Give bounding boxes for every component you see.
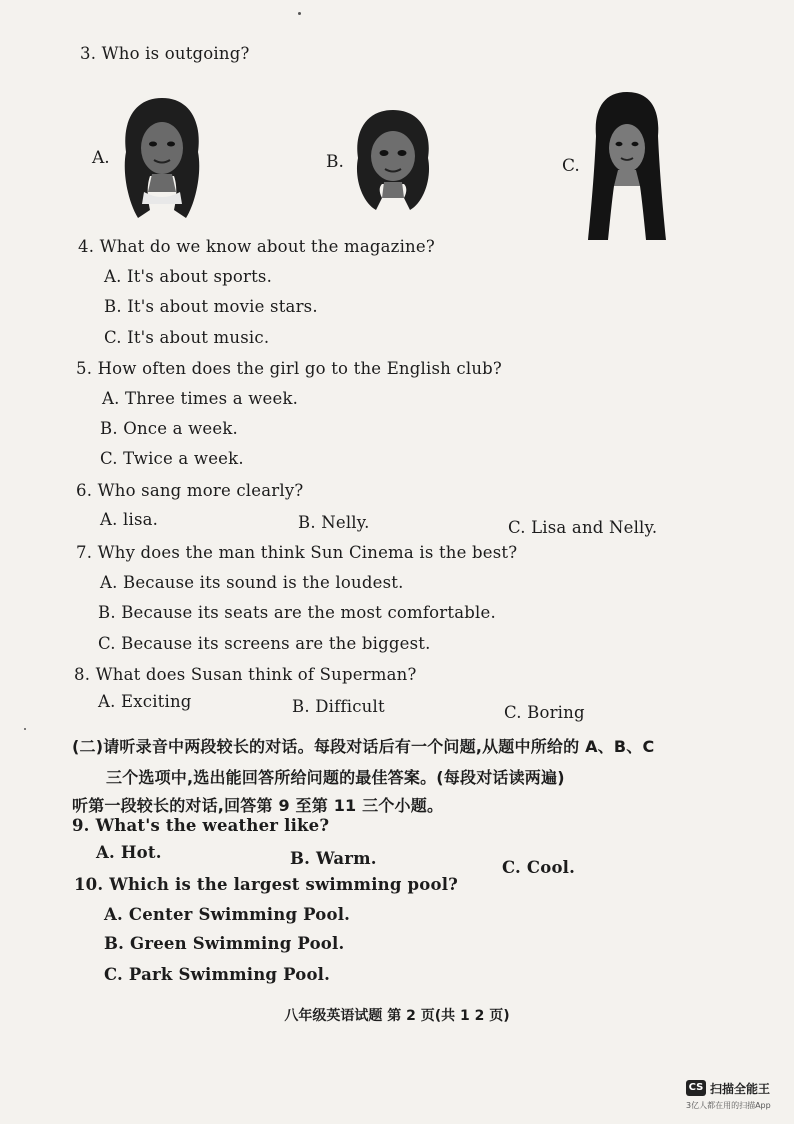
scan-speck xyxy=(24,728,26,730)
q8-stem: 8. What does Susan think of Superman? xyxy=(74,665,417,684)
q9-stem: 9. What's the weather like? xyxy=(72,816,330,835)
q3-option-b-label: B. xyxy=(326,152,344,172)
q5-option-a: A. Three times a week. xyxy=(102,389,299,408)
q7-option-a: A. Because its sound is the loudest. xyxy=(100,573,404,592)
watermark-app-name: 扫描全能王 xyxy=(710,1082,771,1096)
girl-curly-hair-portrait-b xyxy=(350,106,436,214)
q3-stem: 3. Who is outgoing? xyxy=(80,44,250,63)
section2-instruction-line3: 听第一段较长的对话,回答第 9 至第 11 三个小题。 xyxy=(72,796,444,815)
q8-option-a: A. Exciting xyxy=(98,692,192,711)
q10-stem: 10. Which is the largest swimming pool? xyxy=(74,875,459,894)
q8-option-b: B. Difficult xyxy=(292,697,385,716)
q10-option-c: C. Park Swimming Pool. xyxy=(104,965,331,984)
girl-curly-hair-portrait-a xyxy=(116,92,208,222)
q7-option-b: B. Because its seats are the most comfortable. xyxy=(98,603,496,622)
q5-stem: 5. How often does the girl go to the English club? xyxy=(76,359,502,378)
q6-option-a: A. lisa. xyxy=(100,510,159,529)
q10-option-a: A. Center Swimming Pool. xyxy=(104,905,351,924)
q8-option-c: C. Boring xyxy=(504,703,585,722)
q9-option-c: C. Cool. xyxy=(502,858,576,877)
q7-stem: 7. Why does the man think Sun Cinema is the best? xyxy=(76,543,518,562)
camscanner-logo-icon: CS xyxy=(686,1080,706,1096)
girl-straight-hair-portrait-c xyxy=(584,90,670,242)
q5-option-c: C. Twice a week. xyxy=(100,449,244,468)
section2-instruction-line2: 三个选项中,选出能回答所给问题的最佳答案。(每段对话读两遍) xyxy=(106,768,565,787)
q5-option-b: B. Once a week. xyxy=(100,419,238,438)
q9-option-a: A. Hot. xyxy=(96,843,162,862)
q10-option-b: B. Green Swimming Pool. xyxy=(104,934,345,953)
q6-option-b: B. Nelly. xyxy=(298,513,370,532)
q9-option-b: B. Warm. xyxy=(290,849,377,868)
q7-option-c: C. Because its screens are the biggest. xyxy=(98,634,431,653)
watermark-tagline: 3亿人都在用的扫描App xyxy=(686,1101,771,1110)
q4-stem: 4. What do we know about the magazine? xyxy=(78,237,435,256)
q4-option-c: C. It's about music. xyxy=(104,328,270,347)
q3-option-a-label: A. xyxy=(92,148,110,168)
q3-option-c-label: C. xyxy=(562,156,580,176)
q6-option-c: C. Lisa and Nelly. xyxy=(508,518,658,537)
q4-option-b: B. It's about movie stars. xyxy=(104,297,318,316)
scan-speck xyxy=(298,12,301,15)
section2-instruction-line1: (二)请听录音中两段较长的对话。每段对话后有一个问题,从题中所给的 A、B、C xyxy=(72,737,655,756)
q6-stem: 6. Who sang more clearly? xyxy=(76,481,304,500)
page-footer: 八年级英语试题 第 2 页(共 1 2 页) xyxy=(284,1008,510,1024)
q4-option-a: A. It's about sports. xyxy=(104,267,273,286)
